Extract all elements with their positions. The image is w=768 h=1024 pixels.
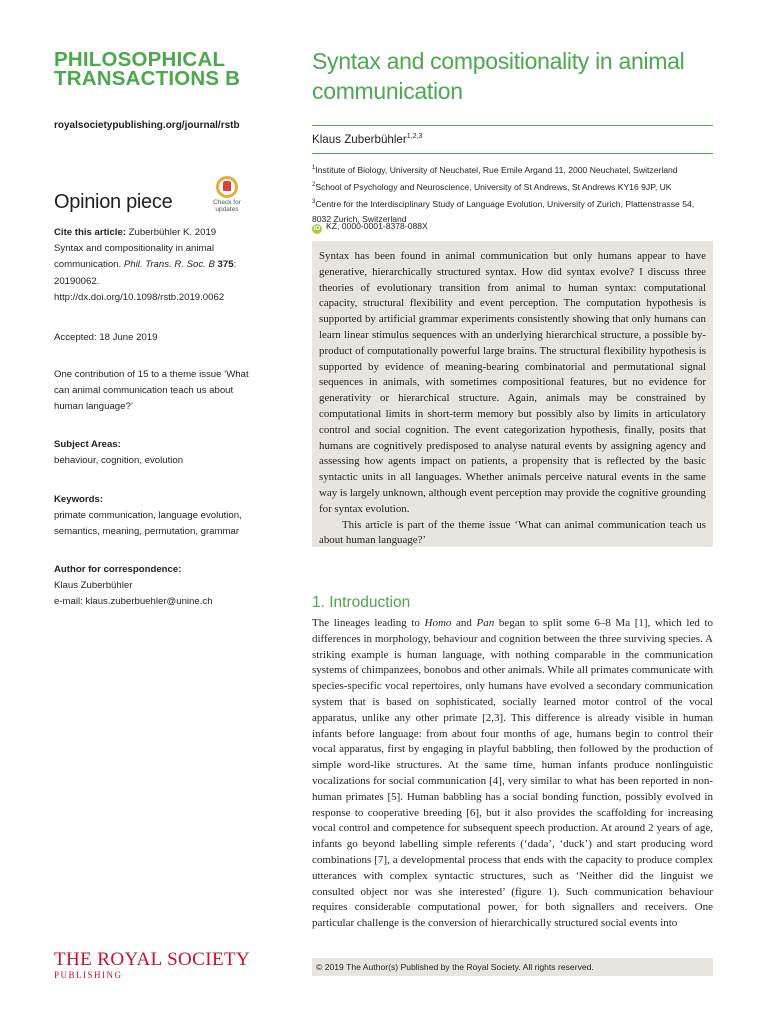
affiliation: Institute of Biology, University of Neuchatel, Rue Emile Argand 11, 2000 Neuchatel, Switzerland — [315, 164, 678, 175]
affil-sup: 1 — [312, 165, 316, 171]
intro-homo: Homo — [424, 617, 452, 629]
affiliation: 8032 Zurich, Switzerland — [312, 214, 407, 225]
cite-article-number: 20190062. — [54, 275, 100, 287]
article-title: Syntax and compositionality in animal communication — [312, 48, 685, 104]
article-type: Opinion piece — [54, 191, 173, 213]
correspondence-heading: Author for correspondence: — [54, 564, 182, 575]
cite-heading: Cite this article: — [54, 227, 126, 238]
journal-name — [54, 50, 284, 88]
author-name — [312, 133, 422, 146]
royal-society-logo — [54, 950, 250, 980]
check-updates-line2: updates — [215, 206, 239, 213]
publisher-line2: PUBLISHING — [54, 970, 123, 980]
theme-issue-note — [54, 367, 264, 416]
intro-pan: Pan — [476, 617, 495, 629]
check-updates-line1: Check for — [213, 199, 241, 206]
affiliations — [312, 161, 722, 228]
check-for-updates-button[interactable] — [207, 176, 247, 213]
author-affil-sup: 1,2,3 — [406, 133, 423, 141]
theme-note-line3: human language?’ — [54, 401, 133, 413]
journal-url-link[interactable]: royalsocietypublishing.org/journal/rstb — [54, 120, 240, 131]
abstract-box — [312, 241, 713, 547]
orcid-link[interactable] — [312, 221, 428, 234]
journal-name-line1: PHILOSOPHICAL — [54, 48, 226, 71]
author-divider — [312, 153, 713, 154]
correspondence-email[interactable]: e-mail: klaus.zuberbuehler@unine.ch — [54, 596, 213, 608]
orcid-text: KZ, 0000-0001-8378-088X — [326, 221, 428, 231]
subject-text: behaviour, cognition, evolution — [54, 455, 184, 467]
accepted-date: Accepted: 18 June 2019 — [54, 332, 158, 343]
correspondence-name: Klaus Zuberbühler — [54, 580, 133, 592]
check-updates-icon — [216, 176, 238, 198]
subject-heading: Subject Areas: — [54, 439, 121, 450]
intro-text-b: and — [451, 617, 477, 629]
cite-doi-link[interactable]: http://dx.doi.org/10.1098/rstb.2019.0062 — [54, 291, 225, 303]
theme-note-line1: One contribution of 15 to a theme issue ‘What — [54, 369, 249, 380]
cite-colon: : — [233, 259, 237, 271]
keywords-line2: semantics, meaning, permutation, grammar — [54, 526, 240, 538]
cite-journal-abbrev: Phil. Trans. R. Soc. B — [123, 259, 215, 271]
intro-text-c: began to split some 6–8 Ma [1], which led to differences in morphology, behaviour and cognition between the three surviving species. A striking example is human language, with nothing comparable in the communication systems of chimpanzees, bonobos and other animals. While all primates communicate with species-specific vocal repertoires, only humans have evolved a secondary communication system that is based on sophisticated, socially learned motor control of the vocal apparatus, unlike any other primate [2,3]. This difference is already visible in human infants before language: from about four months of age, humans begin to control their vocal apparatus, first by engaging in playful babbling, then followed by the production of simple word-like structures. At the same time, human infants produce nonlinguistic vocalizations for social communication [4], very similar to what has been reported in non-human primates [5]. Human babbling has a social bonding function, possibly evolved in response to cooperative breeding [6], but it also provides the scaffolding for increasing vocal control and competence for subsequent speech production. At around 2 years of age, infants go beyond labelling simple referents (‘dada’, ‘duck’) and start producing word combinations [7], a developmental process that ends with the capacity to produce complex utterances with complex syntactic structures, such as ‘Neither did the linguist we consulted object nor was she interested’ (figure 1). Such communication behaviour requires considerable computational power, for both signallers and receivers. One particular challenge is the conversion of hierarchically structured social events into — [312, 617, 713, 930]
cite-line1: Zuberbühler K. 2019 — [125, 227, 217, 238]
citation-block — [54, 225, 264, 306]
introduction-text — [312, 616, 713, 932]
keywords-line1: primate communication, language evolution, — [54, 510, 242, 522]
keywords — [54, 492, 264, 541]
abstract-theme-note: This article is part of the theme issue ‘What can animal communication teach us about human language?’ — [319, 518, 706, 547]
orcid-icon: iD — [313, 225, 321, 232]
affil-sup: 2 — [312, 182, 316, 189]
affiliation: School of Psychology and Neuroscience, University of St Andrews, St Andrews KY16 9JP, UK — [315, 182, 672, 193]
author-name-text: Klaus Zuberbühler — [312, 133, 407, 146]
abstract-paragraph: Syntax has been found in animal communication but only humans appear to have generative, hierarchically structured syntax. How did syntax evolve? I discuss three theories of evolutionary transition from animal to human syntax: computational capacity, structural flexibility and event perception. The computation hypothesis is supported by artificial grammar experiments consistently showing that only humans can learn linear stimulus sequences with an underlying hierarchical structure, a possible by-product of computationally powerful large brains. The structural flexibility hypothesis is supported by evidence of meaning-bearing combinatorial and permutational signal sequences in animals, with sometimes compositional features, but no evidence for generativity or hierarchical structure. Again, animals may be constrained by computational limits in short-term memory but possibly also by limits in articulatory control and social cognition. The event categorization hypothesis, finally, posits that humans are cognitively predisposed to analyse natural events by assigning agency and assessing how agents impact on patients, a propensity that is reflected by the basic syntactic units in all languages. Whether animals perceive natural events in the same way is largely unknown, although event perception may provide the cognitive grounding for syntax evolution. — [319, 250, 706, 515]
intro-text-a: The lineages leading to — [312, 617, 425, 629]
theme-note-line2: can animal communication teach us about — [54, 385, 234, 397]
cite-line2: Syntax and compositionality in animal — [54, 243, 214, 255]
journal-name-line2: TRANSACTIONS B — [54, 67, 241, 90]
publisher-line1: THE ROYAL SOCIETY — [54, 949, 251, 970]
cite-line3a: communication. — [54, 259, 124, 271]
cite-volume: 375 — [214, 259, 234, 271]
section-heading: 1. Introduction — [312, 594, 411, 611]
subject-areas — [54, 437, 264, 469]
copyright-bar: © 2019 The Author(s) Published by the Royal Society. All rights reserved. — [312, 958, 713, 976]
author-correspondence — [54, 562, 264, 611]
title-divider — [312, 125, 713, 126]
affil-sup: 3 — [312, 199, 316, 206]
affiliation: Centre for the Interdisciplinary Study of Language Evolution, University of Zurich, Plattenstrasse 54, — [315, 199, 695, 210]
keywords-heading: Keywords: — [54, 494, 104, 505]
